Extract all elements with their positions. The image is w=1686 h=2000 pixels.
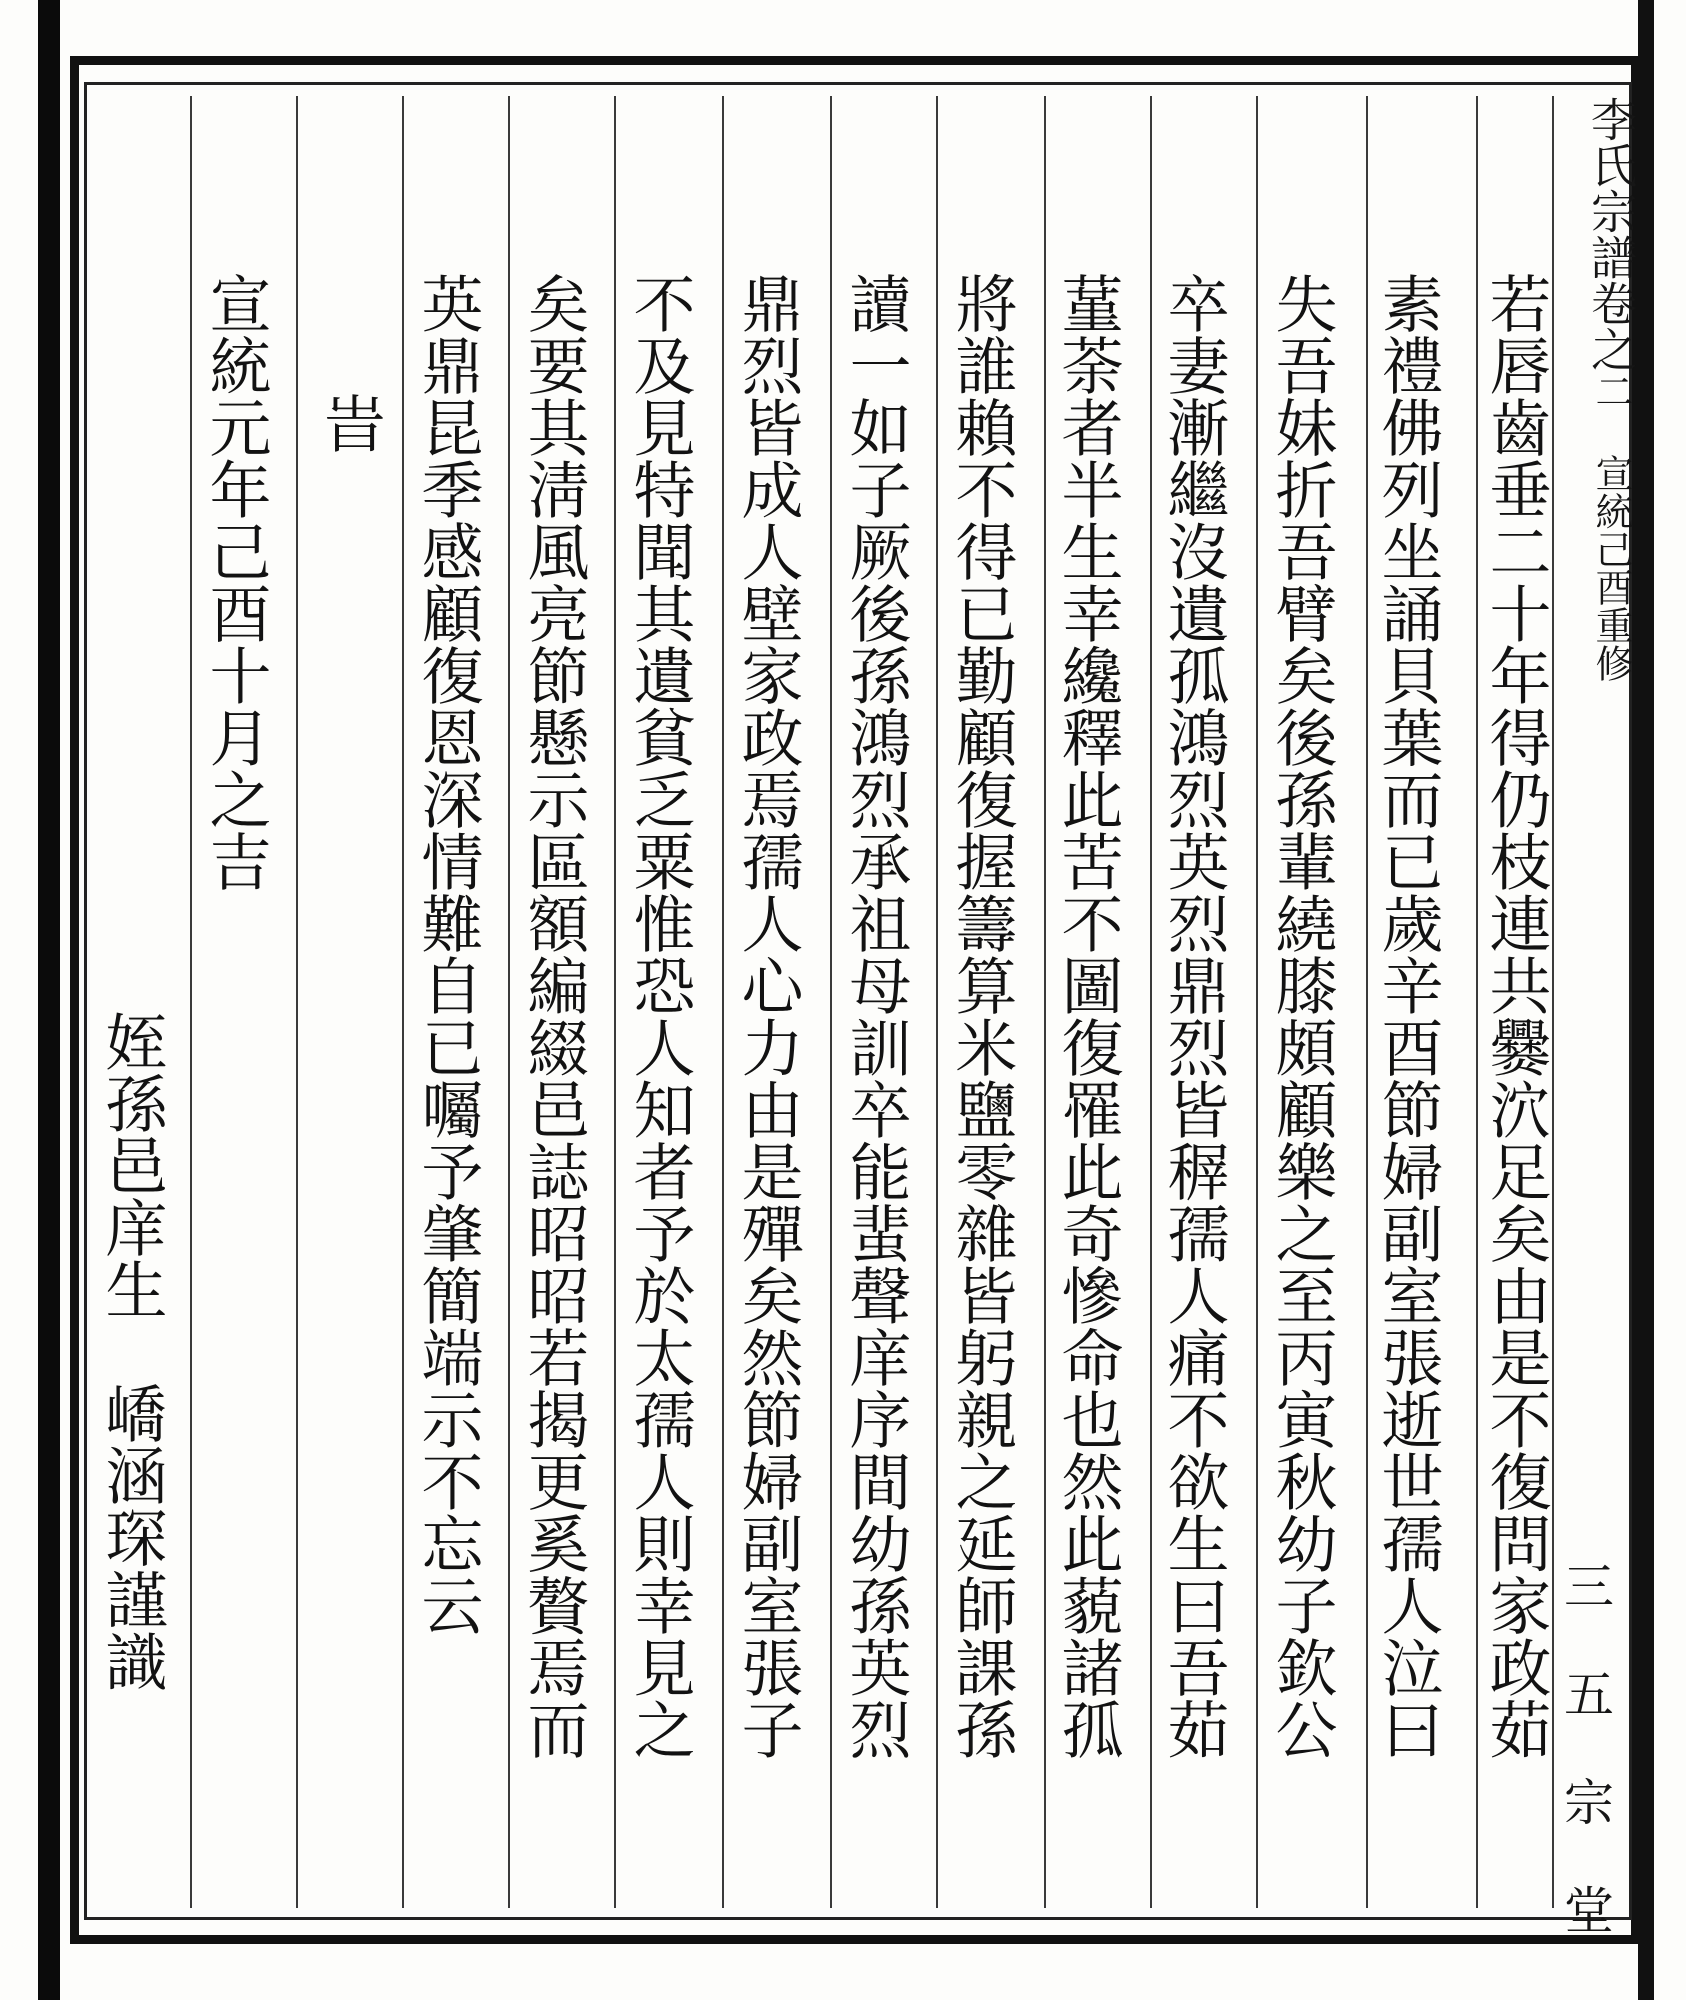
column-rule <box>190 96 192 1908</box>
column-rule <box>614 96 616 1908</box>
column-rule <box>1150 96 1152 1908</box>
column-rule <box>1044 96 1046 1908</box>
text-column: 若唇齒垂二十年得仍枝連共爨泬足矣由是不復問家政茹 <box>1479 272 1552 1760</box>
column-rule <box>936 96 938 1908</box>
text-column: 素禮佛列坐誦貝葉而已歲辛酉節婦副室張逝世孺人泣曰 <box>1371 272 1444 1760</box>
date-column: 宣統元年己酉十月之吉 <box>199 272 272 892</box>
page-edge <box>1638 0 1654 2000</box>
column-rule <box>1476 96 1478 1908</box>
book-spine <box>38 0 60 2000</box>
signature-column: 姪孫邑庠生 嶠涵琛謹識 <box>95 1010 168 1692</box>
text-column: 蓳荼者半生幸纔釋此苦不圖復罹此奇慘命也然此藐諸孤 <box>1051 272 1124 1760</box>
text-column: 鼎烈皆成人壁家政焉孺人心力由是殫矣然節婦副室張子 <box>731 272 804 1760</box>
column-rule <box>722 96 724 1908</box>
text-column: 讀一如子厥後孫鴻烈承祖母訓卒能蜚聲庠序間幼孫英烈 <box>839 272 912 1760</box>
column-rule <box>1366 96 1368 1908</box>
column-rule <box>402 96 404 1908</box>
folio-label: 三 五 宗 堂 <box>1556 1560 1614 1934</box>
column-rule <box>296 96 298 1908</box>
text-column: 失吾妹折吾臂矣後孫輩繞膝頗顧樂之至丙寅秋幼子欽公 <box>1265 272 1338 1760</box>
text-column: 不及見特聞其遺貧乏粟惟恐人知者予於太孺人則幸見之 <box>623 272 696 1760</box>
text-column: 英鼎昆季感顧復恩深情難自已囑予肇簡端示不忘云 <box>411 272 484 1636</box>
date-prefix: 旹 <box>313 392 386 454</box>
column-rule <box>1256 96 1258 1908</box>
column-rule <box>1552 96 1554 1908</box>
text-column: 將誰賴不得已勤顧復握籌算米鹽零雜皆躬親之延師課孫 <box>945 272 1018 1760</box>
text-column: 矣要其淸風亮節懸示區額編綴邑誌昭昭若揭更奚贅焉而 <box>517 272 590 1760</box>
banner-title: 李氏宗譜卷之 <box>1584 96 1638 372</box>
column-rule <box>830 96 832 1908</box>
banner-subtitle: 二 宣統己酉重修 <box>1589 372 1633 682</box>
column-rule <box>508 96 510 1908</box>
text-column: 卒妻漸繼沒遺孤鴻烈英烈鼎烈皆稺孺人痛不欲生曰吾茹 <box>1157 272 1230 1760</box>
